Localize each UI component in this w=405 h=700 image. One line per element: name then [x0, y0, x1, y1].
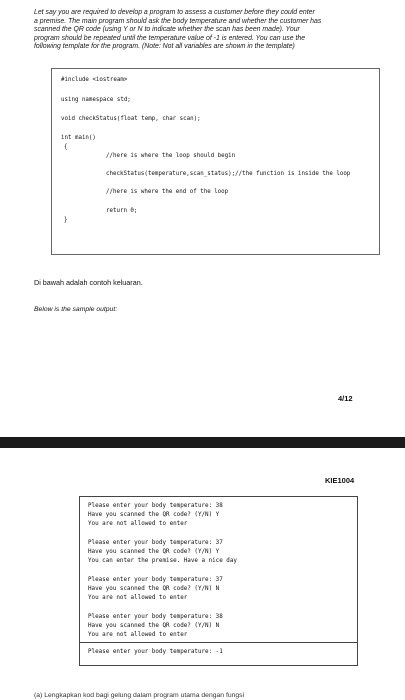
question-intro — [34, 9, 379, 52]
code-open-brace: { — [64, 144, 68, 150]
output-line: Have you scanned the QR code? (Y/N) Y — [88, 548, 220, 555]
sample-heading-english: Below is the sample output: — [34, 306, 118, 313]
page-number: 4/12 — [338, 394, 353, 403]
next-question-text: (a) Lengkapkan kod bagi gelung dalam program utama dengan fungsi — [34, 692, 245, 699]
output-line: You are not allowed to enter — [88, 520, 188, 527]
page-divider — [0, 437, 405, 448]
output-line: You are not allowed to enter — [88, 594, 188, 601]
code-close-brace: } — [64, 217, 68, 223]
sample-output-box — [79, 496, 358, 666]
code-prototype: void checkStatus(float temp, char scan); — [61, 116, 201, 122]
intro-line: scanned the QR code (using Y or N to indicate whether the scan has been made). Your — [34, 26, 300, 34]
output-line: Please enter your body temperature: 37 — [88, 540, 223, 546]
course-code: KIE1004 — [325, 476, 355, 485]
output-line: Have you scanned the QR code? (Y/N) N — [88, 585, 220, 592]
output-line: Please enter your body temperature: 38 — [88, 503, 223, 509]
intro-line: a premise. The main program should ask the body temperature and whether the customer has — [34, 17, 322, 25]
code-call: checkStatus(temperature,scan_status);//the function is inside the loop — [106, 171, 351, 177]
code-using: using namespace std; — [61, 97, 131, 103]
output-block — [88, 576, 223, 602]
output-line: Have you scanned the QR code? (Y/N) Y — [88, 511, 220, 518]
intro-line: Let say you are required to develop a program to assess a customer before they could enter — [34, 9, 315, 16]
output-block — [88, 613, 223, 639]
output-line: Please enter your body temperature: 38 — [88, 614, 223, 620]
output-line: You are not allowed to enter — [88, 631, 188, 638]
code-comment-end: //here is where the end of the loop — [106, 189, 229, 195]
intro-line: following template for the program. (Note: Not all variables are shown in the template) — [34, 43, 295, 51]
code-comment-begin: //here is where the loop should begin — [106, 153, 236, 159]
output-block — [88, 539, 237, 565]
code-main: int main() — [61, 135, 96, 141]
output-last-line: Please enter your body temperature: -1 — [88, 649, 223, 655]
intro-line: program should be repeated until the temperature value of -1 is entered. You can use the — [34, 34, 306, 42]
code-include: #include <iostream> — [61, 77, 128, 83]
output-line: Have you scanned the QR code? (Y/N) N — [88, 622, 220, 629]
output-last-row — [80, 642, 357, 655]
code-return: return 0; — [106, 208, 138, 214]
output-line: Please enter your body temperature: 37 — [88, 577, 223, 583]
sample-heading-malay: Di bawah adalah contoh keluaran. — [34, 278, 143, 287]
output-line: You can enter the premise. Have a nice day — [88, 557, 237, 564]
code-template-box — [51, 68, 380, 255]
output-block — [88, 502, 223, 528]
